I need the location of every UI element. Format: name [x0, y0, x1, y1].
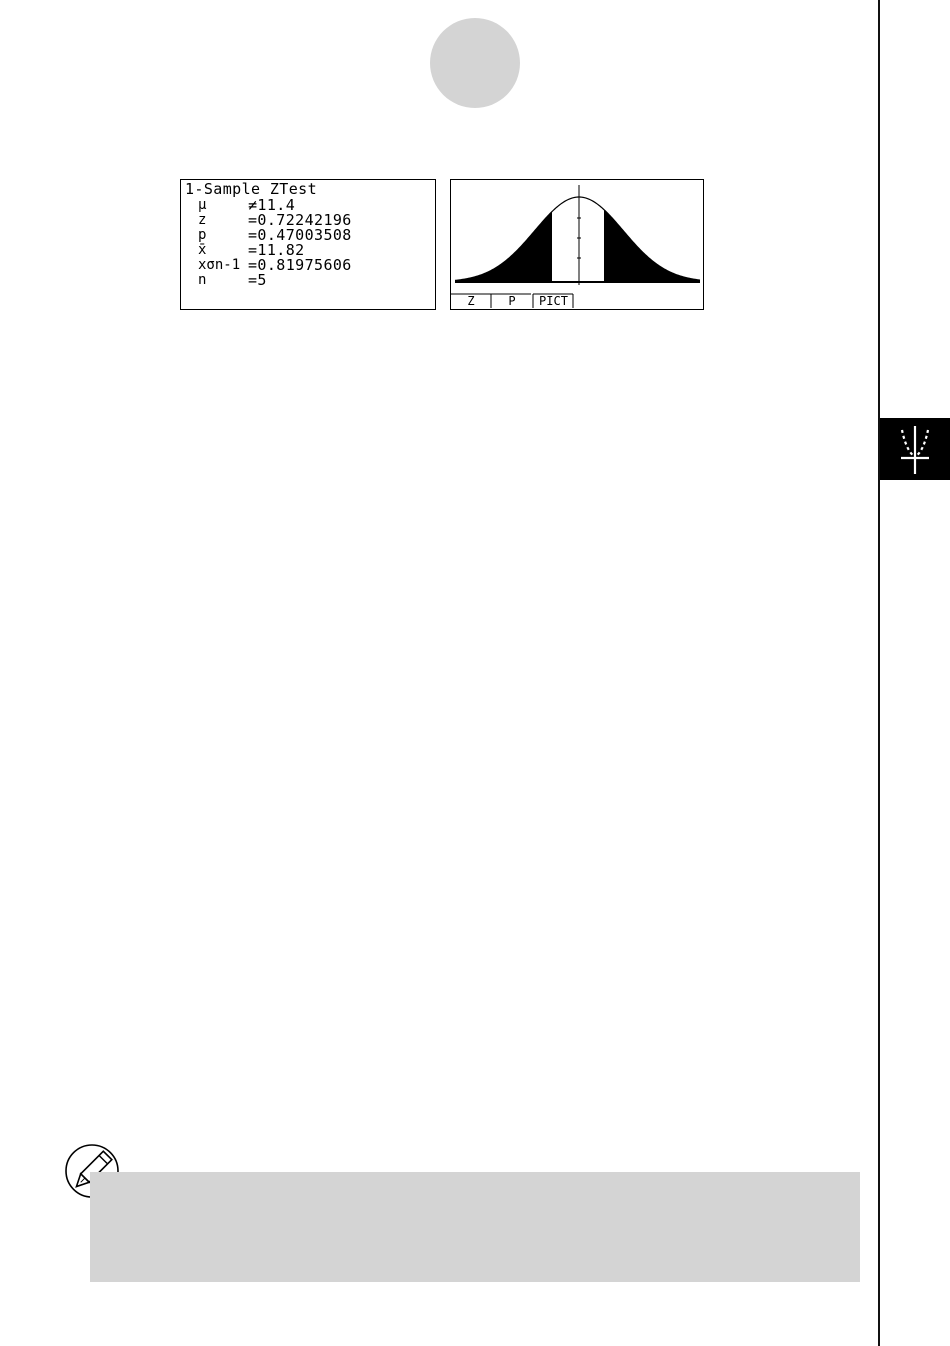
result-value: =0.81975606 — [248, 256, 352, 274]
result-label: x̄ — [198, 242, 207, 258]
result-label: μ — [198, 197, 207, 213]
result-row — [186, 273, 432, 288]
result-value: =0.47003508 — [248, 226, 352, 244]
function-key-bar — [451, 293, 703, 309]
fkey-pict[interactable]: PICT — [539, 294, 568, 308]
margin-rule — [878, 0, 880, 1346]
screen-title: 1-Sample ZTest — [185, 180, 318, 198]
result-label: xσn-1 — [198, 257, 241, 273]
result-row — [186, 258, 432, 273]
right-tail-area — [455, 197, 700, 282]
result-value: =5 — [248, 271, 267, 289]
result-value: =11.82 — [248, 241, 305, 259]
statistics-distribution-icon — [880, 418, 950, 480]
result-value: ≠11.4 — [248, 196, 296, 214]
density-curve — [455, 197, 700, 280]
note-box — [90, 1172, 860, 1282]
ztest-graph-screen — [450, 179, 704, 310]
fkey-p[interactable]: P — [508, 294, 516, 308]
result-value: =0.72242196 — [248, 211, 352, 229]
ztest-result-screen — [180, 179, 436, 310]
result-label: z — [198, 212, 207, 228]
result-label: p — [198, 227, 207, 243]
normal-distribution-graph — [451, 180, 702, 292]
result-label: n — [198, 272, 207, 288]
chapter-tab — [880, 418, 950, 480]
result-row — [186, 228, 432, 243]
page-marker-circle — [430, 18, 520, 108]
fkey-z[interactable]: Z — [467, 294, 475, 308]
